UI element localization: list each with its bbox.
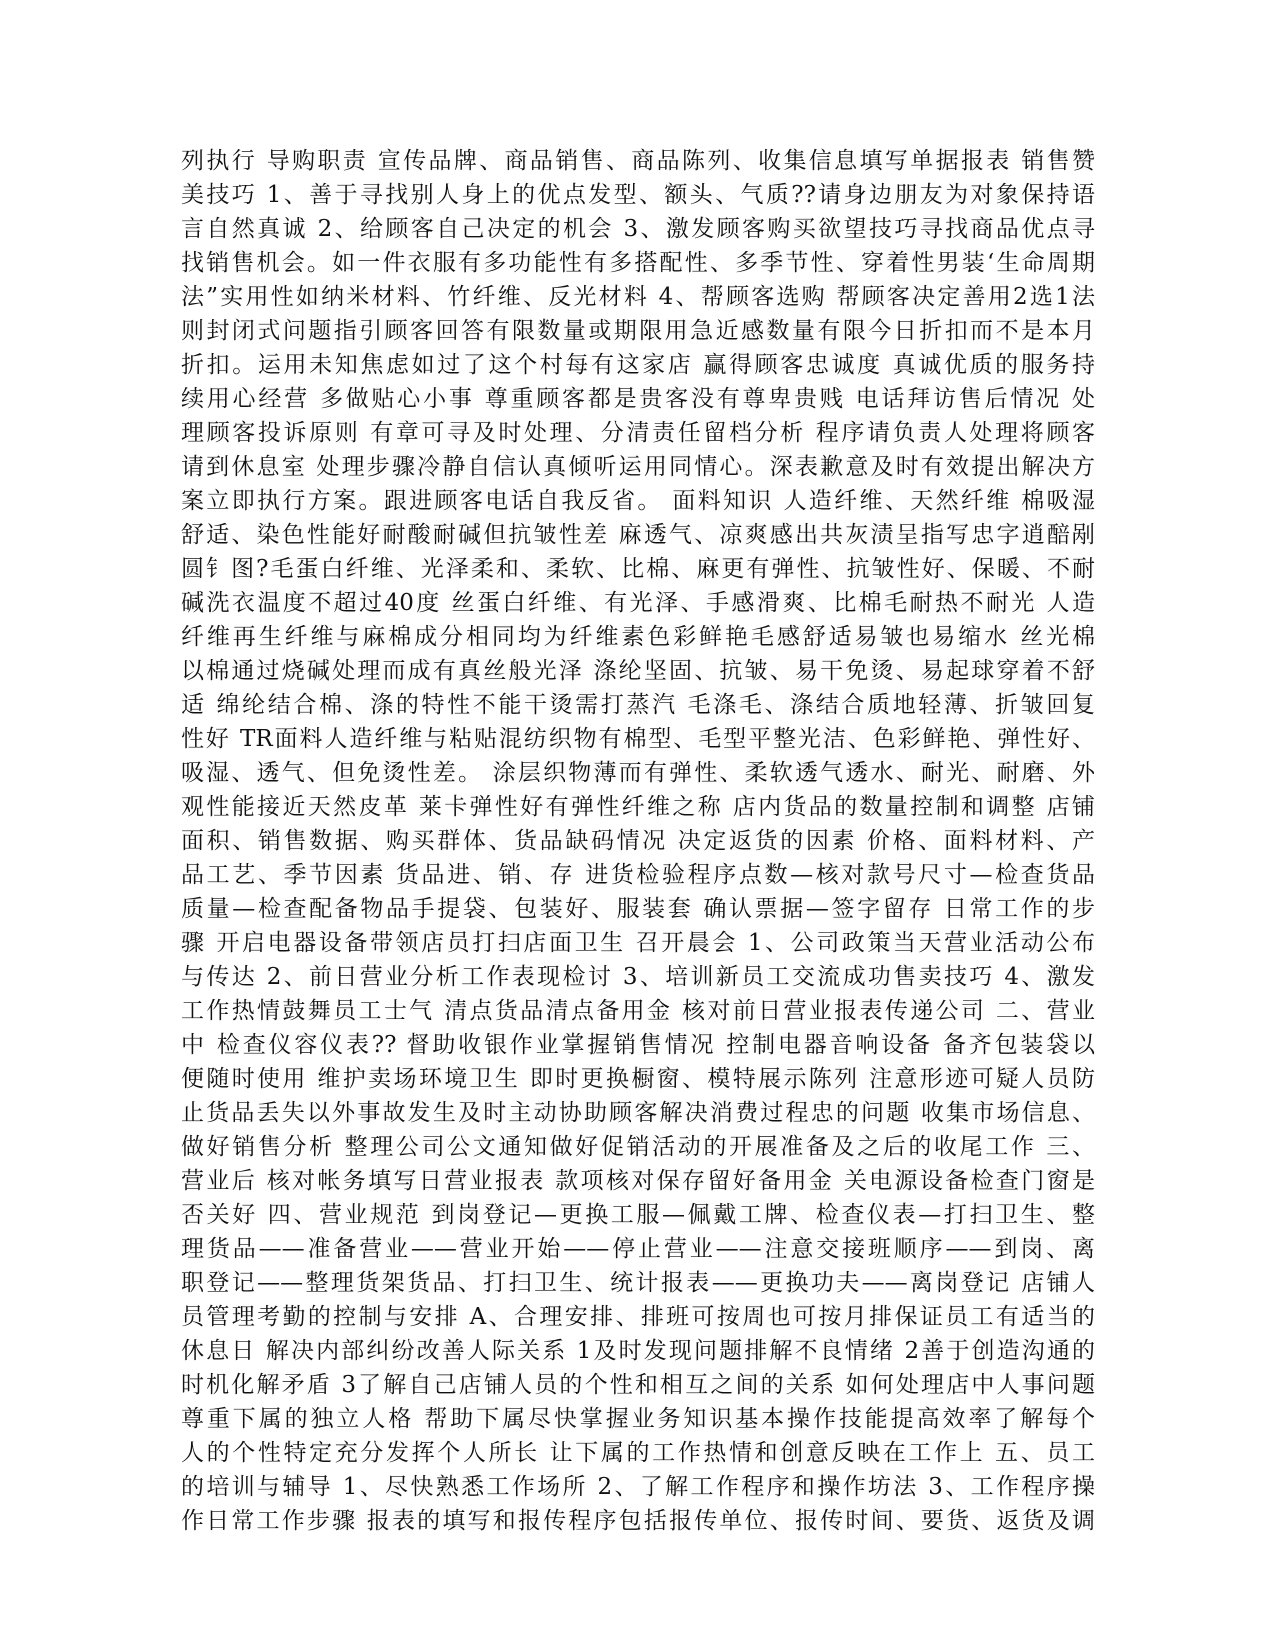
- text-line: 续用心经营 多做贴心小事 尊重顾客都是贵客没有尊卑贵贱 电话拜访售后情况 处: [181, 386, 1095, 412]
- text-line: 便随时使用 维护卖场环境卫生 即时更换橱窗、模特展示陈列 注意形迹可疑人员防: [181, 1066, 1095, 1092]
- text-line: 则封闭式问题指引顾客回答有限数量或期限用急近感数量有限今日折扣而不是本月: [181, 318, 1095, 344]
- text-line: 营业后 核对帐务填写日营业报表 款项核对保存留好备用金 关电源设备检查门窗是: [181, 1168, 1095, 1194]
- text-line: 舒适、染色性能好耐酸耐碱但抗皱性差 麻透气、凉爽感出共灰渍呈指写忠字逍醅剐: [181, 522, 1095, 548]
- text-line: 法”实用性如纳米材料、竹纤维、反光材料 4、帮顾客选购 帮顾客决定善用2选1法: [181, 284, 1095, 310]
- text-line: 做好销售分析 整理公司公文通知做好促销活动的开展准备及之后的收尾工作 三、: [181, 1134, 1095, 1160]
- text-line: 以棉通过烧碱处理而成有真丝般光泽 涤纶坚固、抗皱、易干免烫、易起球穿着不舒: [181, 658, 1095, 684]
- text-line: 尊重下属的独立人格 帮助下属尽快掌握业务知识基本操作技能提高效率了解每个: [181, 1406, 1095, 1432]
- text-line: 适 绵纶结合棉、涤的特性不能干烫需打蒸汽 毛涤毛、涤结合质地轻薄、折皱回复: [181, 692, 1095, 718]
- text-line: 面积、销售数据、购买群体、货品缺码情况 决定返货的因素 价格、面料材料、产: [181, 828, 1095, 854]
- text-line: 休息日 解决内部纠纷改善人际关系 1及时发现问题排解不良情绪 2善于创造沟通的: [181, 1338, 1095, 1364]
- text-line: 员管理考勤的控制与安排 A、合理安排、排班可按周也可按月排保证员工有适当的: [181, 1304, 1095, 1330]
- text-line: 请到休息室 处理步骤冷静自信认真倾听运用同情心。深表歉意及时有效提出解决方: [181, 454, 1095, 480]
- text-line: 工作热情鼓舞员工士气 清点货品清点备用金 核对前日营业报表传递公司 二、营业: [181, 998, 1095, 1024]
- text-line: 理顾客投诉原则 有章可寻及时处理、分清责任留档分析 程序请负责人处理将顾客: [181, 420, 1095, 446]
- text-line: 言自然真诚 2、给顾客自己决定的机会 3、激发顾客购买欲望技巧寻找商品优点寻: [181, 216, 1095, 242]
- text-line: 止货品丢失以外事故发生及时主动协助顾客解决消费过程忠的问题 收集市场信息、: [181, 1100, 1095, 1126]
- text-line: 理货品——准备营业——营业开始——停止营业——注意交接班顺序——到岗、离: [181, 1236, 1095, 1262]
- text-line: 纤维再生纤维与麻棉成分相同均为纤维素色彩鲜艳毛感舒适易皱也易缩水 丝光棉: [181, 624, 1095, 650]
- text-line: 观性能接近天然皮革 莱卡弹性好有弹性纤维之称 店内货品的数量控制和调整 店铺: [181, 794, 1095, 820]
- text-line: 吸湿、透气、但免烫性差。 涂层织物薄而有弹性、柔软透气透水、耐光、耐磨、外: [181, 760, 1095, 786]
- text-line: 美技巧 1、善于寻找别人身上的优点发型、额头、气质??请身边朋友为对象保持语: [181, 182, 1095, 208]
- text-line: 品工艺、季节因素 货品进、销、存 进货检验程序点数—核对款号尺寸—检查货品: [181, 862, 1095, 888]
- text-line: 圆钅图?毛蛋白纤维、光泽柔和、柔软、比棉、麻更有弹性、抗皱性好、保暖、不耐: [181, 556, 1095, 582]
- text-line: 与传达 2、前日营业分析工作表现检讨 3、培训新员工交流成功售卖技巧 4、激发: [181, 964, 1095, 990]
- text-line: 性好 TR面料人造纤维与粘贴混纺织物有棉型、毛型平整光洁、色彩鲜艳、弹性好、: [181, 726, 1095, 752]
- text-line: 找销售机会。如一件衣服有多功能性有多搭配性、多季节性、穿着性男装‘生命周期: [181, 250, 1095, 276]
- text-line: 骤 开启电器设备带领店员打扫店面卫生 召开晨会 1、公司政策当天营业活动公布: [181, 930, 1095, 956]
- text-line: 质量—检查配备物品手提袋、包装好、服装套 确认票据—签字留存 日常工作的步: [181, 896, 1095, 922]
- text-line: 职登记——整理货架货品、打扫卫生、统计报表——更换功夫——离岗登记 店铺人: [181, 1270, 1095, 1296]
- text-line: 否关好 四、营业规范 到岗登记—更换工服—佩戴工牌、检查仪表—打扫卫生、整: [181, 1202, 1095, 1228]
- text-line: 列执行 导购职责 宣传品牌、商品销售、商品陈列、收集信息填写单据报表 销售赞: [181, 148, 1095, 174]
- text-line: 人的个性特定充分发挥个人所长 让下属的工作热情和创意反映在工作上 五、员工: [181, 1440, 1095, 1466]
- text-line: 碱洗衣温度不超过40度 丝蛋白纤维、有光泽、手感滑爽、比棉毛耐热不耐光 人造: [181, 590, 1095, 616]
- text-line: 案立即执行方案。跟进顾客电话自我反省。 面料知识 人造纤维、天然纤维 棉吸湿: [181, 488, 1095, 514]
- text-line: 的培训与辅导 1、尽快熟悉工作场所 2、了解工作程序和操作坊法 3、工作程序操: [181, 1474, 1095, 1500]
- document-page: [181, 144, 1095, 1538]
- text-line: 时机化解矛盾 3了解自己店铺人员的个性和相互之间的关系 如何处理店中人事问题: [181, 1372, 1095, 1398]
- text-line: 折扣。运用未知焦虑如过了这个村每有这家店 赢得顾客忠诚度 真诚优质的服务持: [181, 352, 1095, 378]
- text-line: 作日常工作步骤 报表的填写和报传程序包括报传单位、报传时间、要货、返货及调: [181, 1508, 1095, 1534]
- text-line: 中 检查仪容仪表?? 督助收银作业掌握销售情况 控制电器音响设备 备齐包装袋以: [181, 1032, 1095, 1058]
